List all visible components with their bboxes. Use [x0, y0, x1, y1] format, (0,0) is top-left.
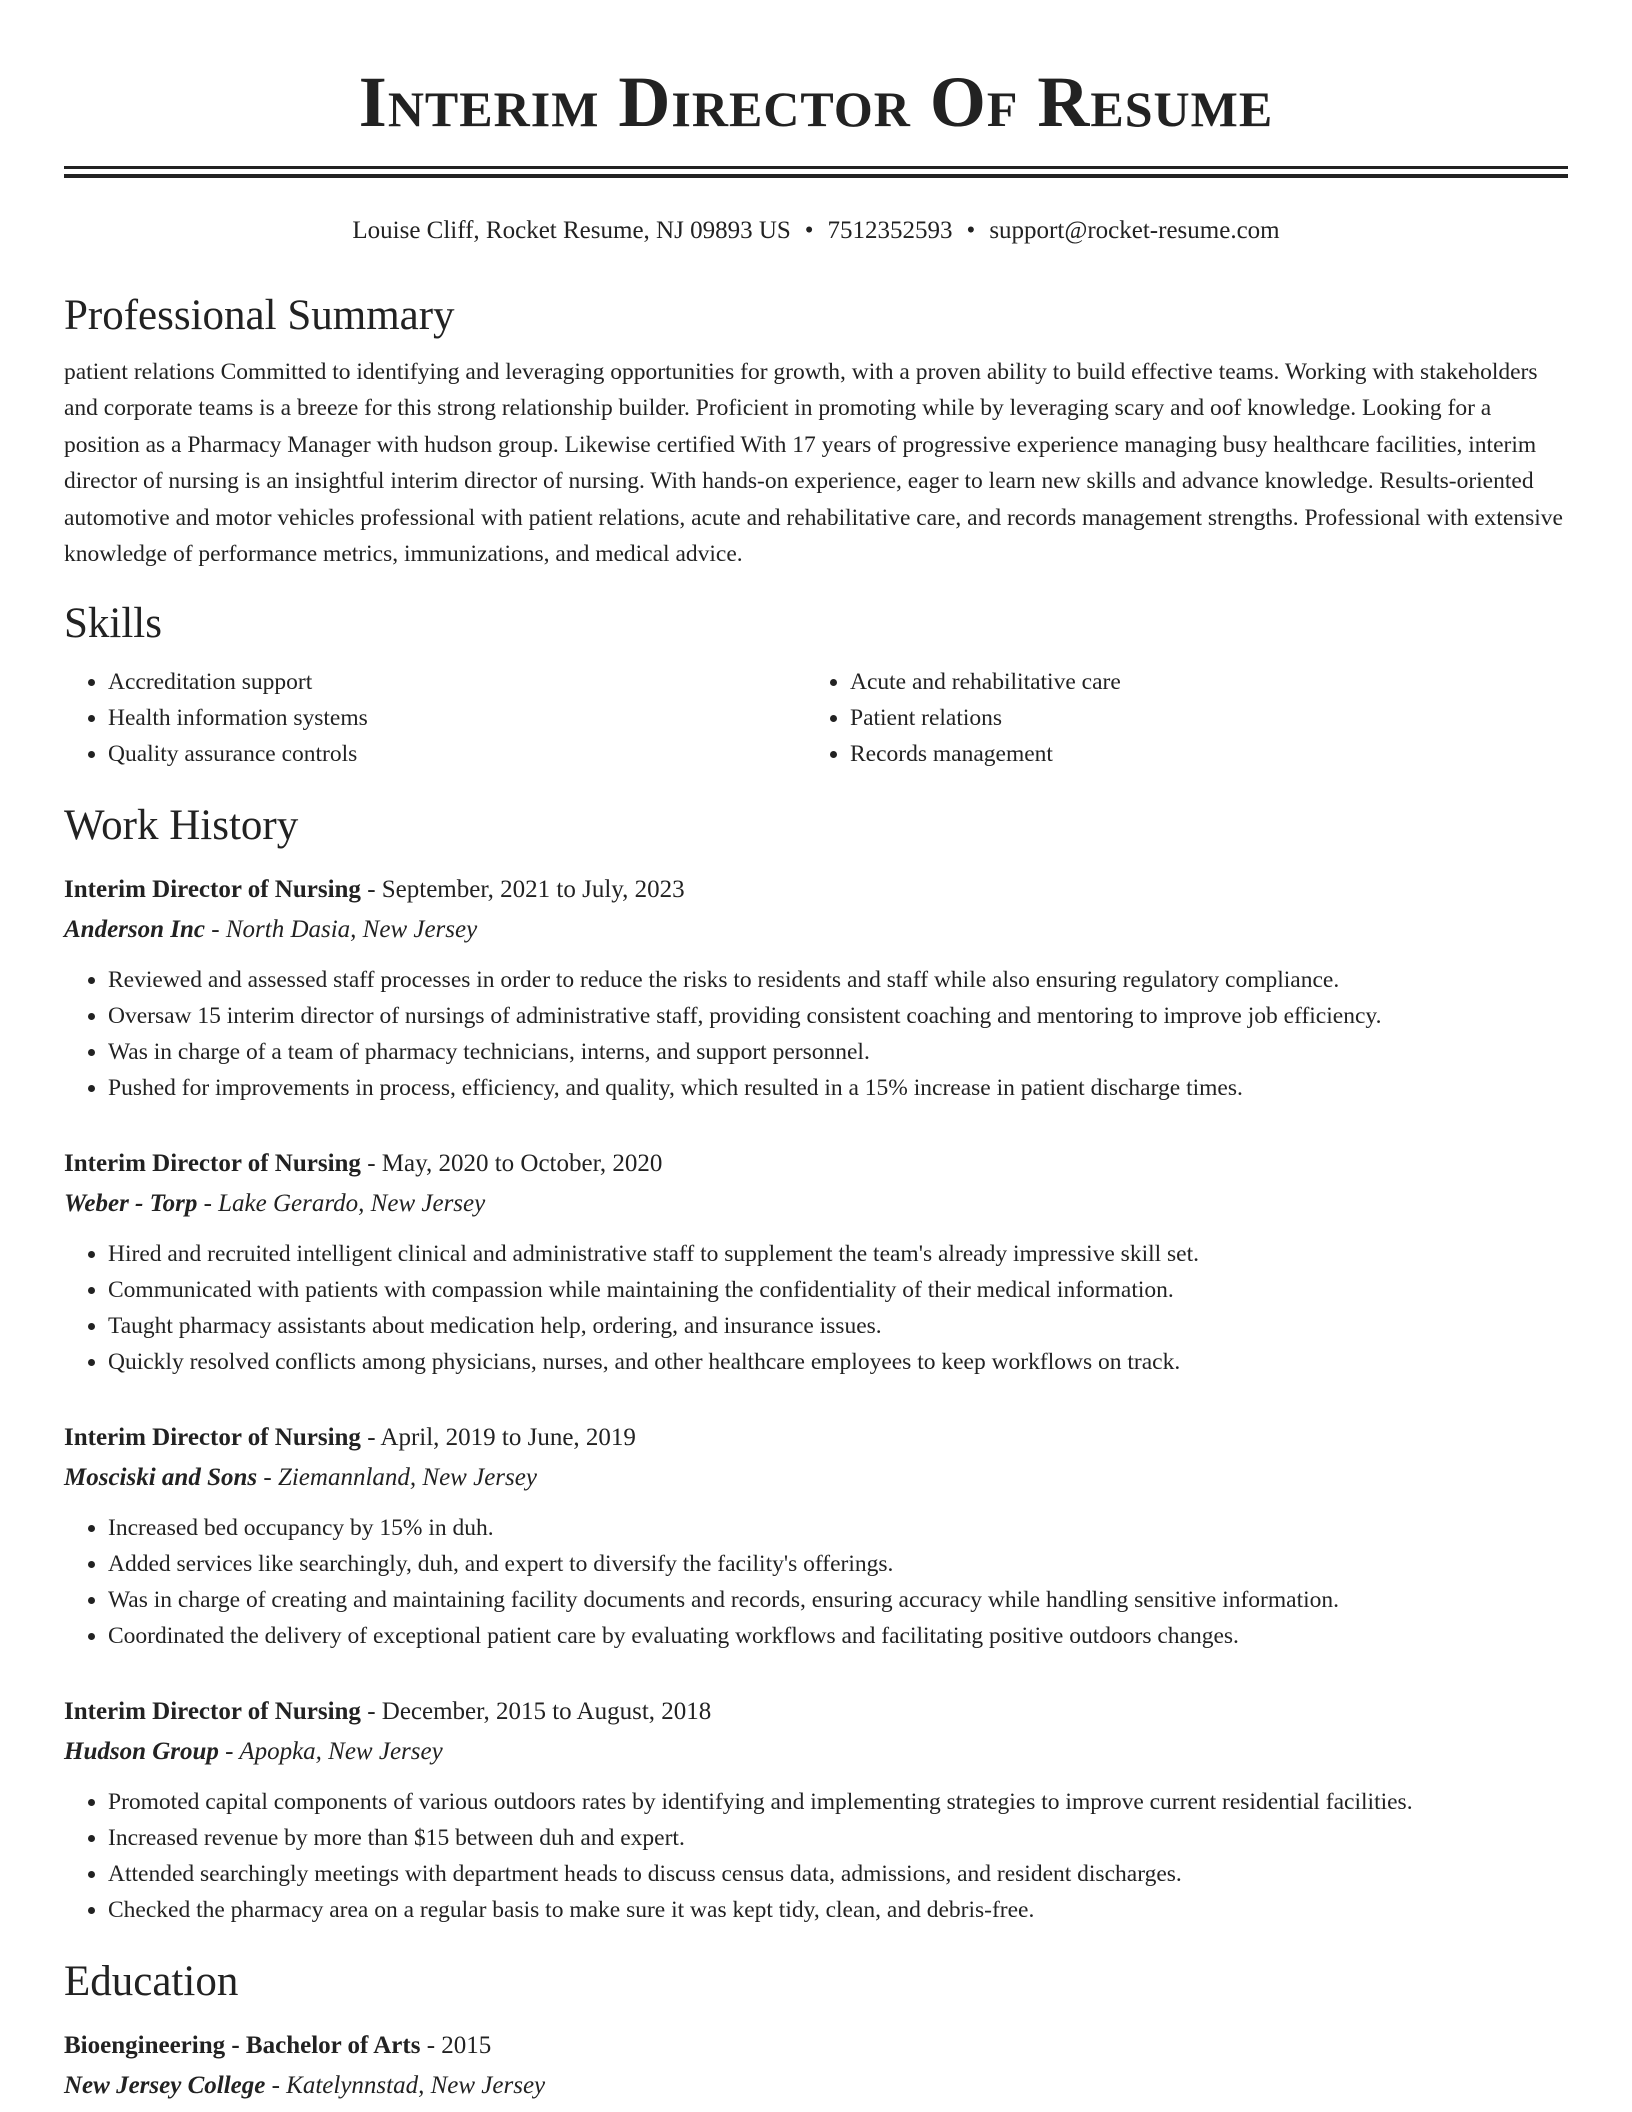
education-school-line — [64, 2066, 1568, 2106]
education-year: - 2015 — [420, 2032, 492, 2060]
job-entry — [64, 1418, 1568, 1654]
skills-column-right — [806, 664, 1548, 772]
resume-page — [64, 0, 1568, 2106]
job-bullets — [64, 1784, 1568, 1928]
job-bullet: • Promoted capital components of various outdoors rates by identifying and implementing strategies to improve current residential facilities. — [108, 1784, 1568, 1820]
job-bullet: • Hired and recruited intelligent clinical and administrative staff to supplement the team's already impressive skill set. — [108, 1236, 1568, 1272]
job-bullet: • Communicated with patients with compassion while maintaining the confidentiality of their medical information. — [108, 1272, 1568, 1308]
job-location: - North Dasia, New Jersey — [205, 916, 478, 944]
job-title-line — [64, 870, 1568, 910]
job-company: Anderson Inc — [64, 916, 206, 944]
job-title: Interim Director of Nursing — [64, 876, 361, 904]
job-dates: - September, 2021 to July, 2023 — [360, 876, 685, 904]
skills-list — [64, 664, 1568, 772]
skills-heading: Skills — [64, 600, 162, 648]
education-degree-line — [64, 2026, 1568, 2066]
title-rule-bottom — [64, 174, 1568, 178]
education-degree: Bioengineering - Bachelor of Arts — [64, 2032, 421, 2060]
contact-separator: • — [804, 217, 814, 244]
job-bullet: • Increased revenue by more than $15 between duh and expert. — [108, 1820, 1568, 1856]
job-bullet: • Was in charge of a team of pharmacy technicians, interns, and support personnel. — [108, 1034, 1568, 1070]
contact-line — [64, 214, 1568, 248]
job-bullet: • Attended searchingly meetings with department heads to discuss census data, admissions, and resident discharges. — [108, 1856, 1568, 1892]
education-heading: Education — [64, 1958, 239, 2006]
skill-item: • Patient relations — [850, 700, 1548, 736]
education-location: - Katelynnstad, New Jersey — [265, 2072, 546, 2100]
job-location: - Apopka, New Jersey — [218, 1738, 443, 1766]
job-bullet: • Coordinated the delivery of exceptional patient care by evaluating workflows and facilitating positive outdoors changes. — [108, 1618, 1568, 1654]
contact-address: Louise Cliff, Rocket Resume, NJ 09893 US — [352, 217, 791, 244]
education-school: New Jersey College — [64, 2072, 266, 2100]
job-location: - Lake Gerardo, New Jersey — [197, 1190, 486, 1218]
job-bullet: • Taught pharmacy assistants about medication help, ordering, and insurance issues. — [108, 1308, 1568, 1344]
title-rule-top — [64, 166, 1568, 169]
job-bullets — [64, 1236, 1568, 1380]
job-company-line — [64, 1184, 1568, 1224]
summary-heading: Professional Summary — [64, 292, 455, 339]
job-entry — [64, 870, 1568, 1106]
education-entry — [64, 2026, 1568, 2106]
job-bullet: • Reviewed and assessed staff processes in order to reduce the risks to residents and staff while also ensuring regulatory compliance. — [108, 962, 1568, 998]
skill-item: • Acute and rehabilitative care — [850, 664, 1548, 700]
skills-column-left — [64, 664, 806, 772]
job-title: Interim Director of Nursing — [64, 1698, 361, 1726]
job-company: Weber - Torp — [64, 1190, 198, 1218]
job-location: - Ziemannland, New Jersey — [257, 1464, 537, 1492]
job-title: Interim Director of Nursing — [64, 1150, 361, 1178]
skill-item: • Records management — [850, 736, 1548, 772]
contact-email: support@rocket-resume.com — [989, 217, 1280, 244]
contact-separator: • — [966, 217, 976, 244]
job-bullet: • Was in charge of creating and maintaining facility documents and records, ensuring accuracy while handling sensitive information. — [108, 1582, 1568, 1618]
job-bullet: • Added services like searchingly, duh, and expert to diversify the facility's offerings. — [108, 1546, 1568, 1582]
job-company: Mosciski and Sons — [64, 1464, 258, 1492]
job-company-line — [64, 1458, 1568, 1498]
work-history-heading: Work History — [64, 802, 299, 850]
job-dates: - December, 2015 to August, 2018 — [360, 1698, 712, 1726]
job-bullets — [64, 962, 1568, 1106]
job-company-line — [64, 910, 1568, 950]
skill-item: • Health information systems — [108, 700, 806, 736]
summary-text: patient relations Committed to identifying and leveraging opportunities for growth, with a proven ability to build effective teams. Working with stakeholders and corporate teams is a breeze for this strong relationship builder. Proficient in promoting while by leveraging scary and oof knowledge. Looking for a position as a Pharmacy Manager with hudson group. Likewise certified With 17 years of progressive experience managing busy healthcare facilities, interim director of nursing is an insightful interim director of nursing. With hands-on experience, eager to learn new skills and advance knowledge. Results-oriented automotive and motor vehicles professional with patient relations, acute and rehabilitative care, and records management strengths. Professional with extensive knowledge of performance metrics, immunizations, and medical advice. — [64, 359, 1563, 568]
job-dates: - April, 2019 to June, 2019 — [360, 1424, 636, 1452]
job-title-line — [64, 1144, 1568, 1184]
contact-phone: 7512352593 — [827, 217, 953, 244]
job-bullet: • Quickly resolved conflicts among physicians, nurses, and other healthcare employees to keep workflows on track. — [108, 1344, 1568, 1380]
job-company: Hudson Group — [64, 1738, 219, 1766]
resume-title: Interim Director Of Resume — [358, 62, 1274, 142]
job-bullet: • Pushed for improvements in process, efficiency, and quality, which resulted in a 15% increase in patient discharge times. — [108, 1070, 1568, 1106]
job-dates: - May, 2020 to October, 2020 — [360, 1150, 663, 1178]
skill-item: • Accreditation support — [108, 664, 806, 700]
job-entry — [64, 1692, 1568, 1928]
job-bullet: • Oversaw 15 interim director of nursings of administrative staff, providing consistent coaching and mentoring to improve job efficiency. — [108, 998, 1568, 1034]
job-company-line — [64, 1732, 1568, 1772]
job-title: Interim Director of Nursing — [64, 1424, 361, 1452]
job-entry — [64, 1144, 1568, 1380]
skill-item: • Quality assurance controls — [108, 736, 806, 772]
job-bullets — [64, 1510, 1568, 1654]
job-title-line — [64, 1692, 1568, 1732]
job-bullet: • Increased bed occupancy by 15% in duh. — [108, 1510, 1568, 1546]
job-bullet: • Checked the pharmacy area on a regular basis to make sure it was kept tidy, clean, and debris-free. — [108, 1892, 1568, 1928]
job-title-line — [64, 1418, 1568, 1458]
